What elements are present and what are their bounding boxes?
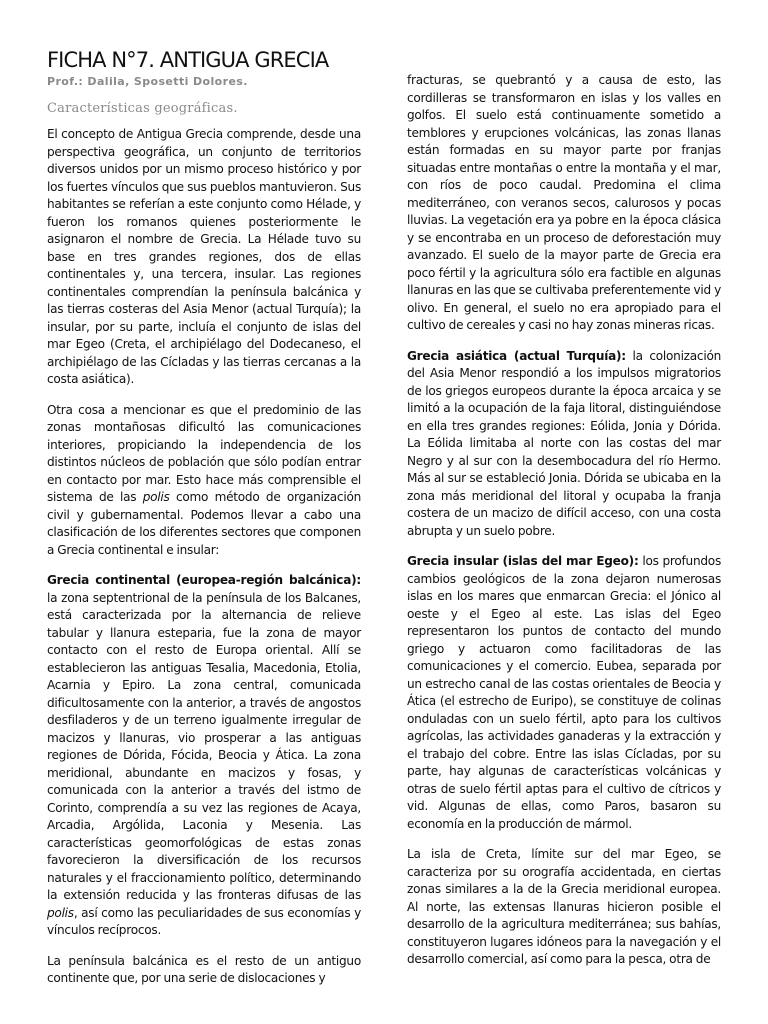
left-column (47, 126, 361, 1001)
paragraph-grecia-insular (407, 553, 721, 833)
paragraph-peninsula: La península balcánica es el resto de un antiguo continente que, por una serie de dislocaciones y (47, 953, 361, 985)
paragraph-grecia-asiatica (407, 348, 721, 541)
italic-term: polis (142, 490, 170, 504)
paragraph-text: Otra cosa a mencionar es que el predominio de las zonas montañosas dificultó las comunicaciones interiores, propiciando la independencia de los distintos núcleos de población que sólo podían entrar en contacto por mar. Esto hace más comprensible el sistema de las (47, 402, 361, 504)
paragraph-text: la colonización del Asia Menor respondió a los impulsos migratorios de los griegos europeos durante la época arcaica y se limitó a la ocupación de la faja litoral, distinguiéndose en ella tres grandes regiones: Eólida, Jonia y Dórida. La Eólida limitaba al norte con las costas del mar Negro y al sur con la desembocadura del río Hermo. Más al sur se estableció Jonia. Dórida se ubicaba en la zona más meridional del litoral y ocupaba la franja costera de un macizo de difícil acceso, con una costa abrupta y un suelo pobre. (407, 348, 722, 538)
region-label: Grecia asiática (actual Turquía): (407, 348, 626, 363)
paragraph-text: como método de organización civil y gubernamental. Podemos llevar a cabo una clasificación de los diferentes sectores que componen a Grecia continental e insular: (47, 490, 362, 557)
section-heading: Características geográficas. (47, 101, 238, 116)
italic-term: polis (47, 905, 74, 920)
paragraph-polis-system (47, 402, 361, 560)
paragraph-text: , así como las peculiaridades de sus economías y vínculos recíprocos. (47, 905, 361, 937)
author-line: Prof.: Dalila, Sposetti Dolores. (47, 75, 248, 88)
paragraph-text: la zona septentrional de la península de los Balcanes, está caracterizada por la alternancia de relieve tabular y llanura esteparia, fue la zona de mayor contacto con el resto de Europa oriental. Allí se establecieron las antiguas Tesalia, Macedonia, Etolia, Acarnia y Epiro. La zona central, comunicada dificultosamente con la anterior, a través de angostos desfiladeros y de un terreno igualmente irregular de macizos y llanuras, vio prosperar a las antiguas regiones de Dórida, Fócida, Beocia y Ática. La zona meridional, abundante en macizos y fosas, y comunicada con la anterior a través del istmo de Corinto, comprendía a su vez las regiones de Acaya, Arcadia, Argólida, Laconia y Mesenia. Las características geomorfológicas de estas zonas favorecieron la diversificación de los recursos naturales y el fraccionamiento político, determinando la extensión reducida y las fronteras difusas de las (47, 590, 361, 902)
region-label: Grecia continental (europea-región balcánica): (47, 573, 361, 587)
paragraph-text: los profundos cambios geológicos de la zona dejaron numerosas islas en los mares que enmarcan Grecia: el Jónico al oeste y el Egeo al este. Las islas del Egeo representaron los puntos de contacto del mundo griego y actuaron como facilitadoras de las comunicaciones y el comercio. Eubea, separada por un estrecho canal de las costas orientales de Beocia y Ática (el estrecho de Euripo), se constituye de colinas onduladas con un suelo fértil, apto para los cultivos agrícolas, las actividades ganaderas y la extracción y el trabajo del cobre. Entre las islas Cícladas, por su parte, hay algunas de características volcánicas y otras de suelo fértil aptas para el cultivo de cítricos y vid. Algunas de ellas, como Paros, basaron su economía en la producción de mármol. (407, 554, 721, 831)
paragraph-grecia-continental (47, 572, 361, 940)
document-title: FICHA N°7. ANTIGUA GRECIA (47, 48, 329, 72)
region-label: Grecia insular (islas del mar Egeo): (407, 554, 639, 568)
paragraph-intro: El concepto de Antigua Grecia comprende, desde una perspectiva geográfica, un conjunto de territorios diversos unidos por un mismo proceso histórico y por los fuertes vínculos que sus pueblos mantuvieron. Sus habitantes se referían a este conjunto como Hélade, y fueron los romanos quienes posteriormente le asignaron el nombre de Grecia. La Hélade tuvo su base en tres grandes regiones, dos de ellas continentales y, una tercera, insular. Las regiones continentales comprendían la península balcánica y las tierras costeras del Asia Menor (actual Turquía); la insular, por su parte, incluía el conjunto de islas del mar Egeo (Creta, el archipiélago del Dodecaneso, el archipiélago de las Cícladas y las tierras cercanas a la costa asiática). (47, 127, 361, 386)
right-column (407, 72, 721, 982)
paragraph-fracturas: fracturas, se quebrantó y a causa de esto, las cordilleras se transformaron en islas y los valles en golfos. El suelo está continuamente sometido a temblores y erupciones volcánicas, las zonas llanas están formadas en su mayor parte por franjas situadas entre montañas o entre la montaña y el mar, con ríos de poco caudal. Predomina el clima mediterráneo, con veranos secos, calurosos y pocas lluvias. La vegetación era ya pobre en la época clásica y se encontraba en un proceso de deforestación muy avanzado. El suelo de la mayor parte de Grecia era poco fértil y la agricultura sólo era factible en algunas llanuras en las que se cultivaba preferentemente vid y olivo. En general, el suelo no era apropiado para el cultivo de cereales y casi no hay zonas mineras ricas. (407, 73, 721, 332)
paragraph-creta: La isla de Creta, límite sur del mar Egeo, se caracteriza por su orografía accidentada, en ciertas zonas similares a la de la Grecia meridional europea. Al norte, las extensas llanuras hicieron posible el desarrollo de la agricultura mediterránea; sus bahías, constituyeron lugares idóneos para la navegación y el desarrollo comercial, así como para la pesca, otra de (407, 847, 721, 966)
